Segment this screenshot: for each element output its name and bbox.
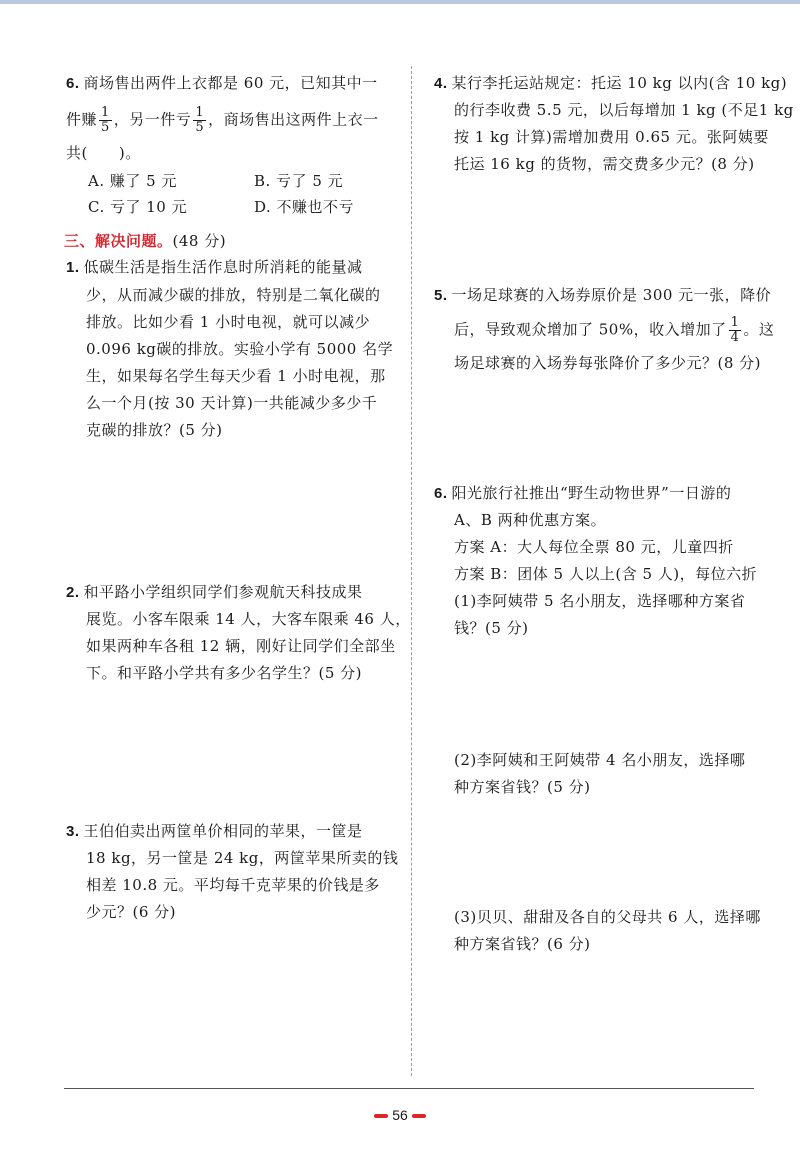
p4-text: 按 1 kg 计算)需增加费用 0.65 元。张阿姨要 bbox=[454, 128, 769, 146]
p2-text: 和平路小学组织同学们参观航天科技成果 bbox=[83, 583, 363, 601]
p5-text: 场足球赛的入场券每张降价了多少元？(8 分) bbox=[454, 354, 762, 372]
q6-line-1 bbox=[66, 72, 378, 100]
column-divider bbox=[411, 66, 412, 1076]
section-title: 三、解决问题。 bbox=[64, 232, 173, 250]
p4-text: 的行李收费 5.5 元，以后每增加 1 kg (不足1 kg bbox=[454, 101, 794, 119]
fraction-one-fifth bbox=[193, 106, 206, 135]
page-number bbox=[360, 1107, 440, 1123]
option-a: A. 赚了 5 元 bbox=[88, 172, 177, 190]
p1-text: 排放。比如少看 1 小时电视，就可以减少 bbox=[86, 313, 371, 331]
denominator: 4 bbox=[730, 330, 740, 345]
p2-line-1 bbox=[66, 581, 363, 609]
question-number: 4. bbox=[434, 75, 448, 92]
p5-line-1 bbox=[434, 284, 771, 312]
dash-decoration bbox=[412, 1114, 426, 1118]
denominator: 5 bbox=[195, 120, 205, 135]
p3-text: 相差 10.8 元。平均每千克苹果的价钱是多 bbox=[86, 876, 380, 894]
option-c: C. 亏了 10 元 bbox=[88, 198, 188, 216]
p6-line-1 bbox=[434, 482, 731, 510]
p5-text: 一场足球赛的入场券原价是 300 元一张，降价 bbox=[451, 286, 772, 304]
question-number: 2. bbox=[66, 584, 80, 601]
section-heading bbox=[64, 230, 226, 258]
p6-text: 阳光旅行社推出“野生动物世界”一日游的 bbox=[451, 484, 732, 502]
fraction-one-quarter bbox=[729, 316, 742, 345]
plan-a: 方案 A：大人每位全票 80 元，儿童四折 bbox=[454, 538, 734, 556]
p2-text: 下。和平路小学共有多少名学生？(5 分) bbox=[86, 664, 363, 682]
numerator: 1 bbox=[730, 315, 740, 330]
p1-text: 低碳生活是指生活作息时所消耗的能量减 bbox=[83, 258, 363, 276]
plan-b: 方案 B：团体 5 人以上(含 5 人)，每位六折 bbox=[454, 565, 758, 583]
question-number: 6. bbox=[434, 485, 448, 502]
option-d: D. 不赚也不亏 bbox=[254, 198, 355, 216]
p5-line-2 bbox=[454, 316, 774, 344]
p5-text: 。这 bbox=[743, 320, 775, 339]
p6-sub2-text: 种方案省钱？(5 分) bbox=[454, 778, 591, 796]
denominator: 5 bbox=[101, 120, 110, 135]
dash-decoration bbox=[374, 1114, 388, 1118]
p1-text: 少，从而减少碳的排放，特别是二氧化碳的 bbox=[86, 286, 381, 304]
p6-sub1-text: 钱？(5 分) bbox=[454, 619, 529, 637]
option-b: B. 亏了 5 元 bbox=[254, 172, 344, 190]
p3-line-1 bbox=[66, 820, 363, 848]
p1-text: 么一个月(按 30 天计算)一共能减少多少千 bbox=[86, 394, 378, 412]
p6-sub3-text: (3)贝贝、甜甜及各自的父母共 6 人，选择哪 bbox=[454, 908, 761, 926]
p1-text: 生，如果每名学生每天少看 1 小时电视，那 bbox=[86, 367, 386, 385]
p2-text: 如果两种车各租 12 辆，刚好让同学们全部坐 bbox=[86, 637, 396, 655]
p4-line-1 bbox=[434, 72, 787, 100]
p3-text: 王伯伯卖出两筐单价相同的苹果，一筐是 bbox=[83, 822, 363, 840]
p4-text: 某行李托运站规定：托运 10 kg 以内(含 10 kg) bbox=[451, 74, 788, 92]
question-number: 6. bbox=[66, 75, 80, 92]
p2-text: 展览。小客车限乘 14 人，大客车限乘 46 人， bbox=[86, 610, 411, 628]
p4-text: 托运 16 kg 的货物，需交费多少元？(8 分) bbox=[454, 155, 755, 173]
question-number: 3. bbox=[66, 823, 80, 840]
question-number: 5. bbox=[434, 287, 448, 304]
numerator: 1 bbox=[101, 105, 110, 120]
p6-sub3-text: 种方案省钱？(6 分) bbox=[454, 935, 591, 953]
p6-sub2-text: (2)李阿姨和王阿姨带 4 名小朋友，选择哪 bbox=[454, 751, 746, 769]
footer-rule bbox=[64, 1088, 754, 1089]
q6-text: ，另一件亏 bbox=[113, 110, 192, 129]
p3-text: 少元？(6 分) bbox=[86, 903, 177, 921]
q6-text: 商场售出两件上衣都是 60 元，已知其中一 bbox=[83, 74, 378, 92]
q6-answer-blank: 共( )。 bbox=[66, 144, 141, 162]
q6-line-2 bbox=[66, 106, 379, 134]
top-edge bbox=[0, 0, 800, 4]
p1-line-1 bbox=[66, 256, 363, 284]
p6-text: A、B 两种优惠方案。 bbox=[454, 511, 607, 529]
p5-text: 后，导致观众增加了 50%，收入增加了 bbox=[454, 320, 727, 339]
q6-text: 件赚 bbox=[66, 110, 98, 129]
p1-text: 克碳的排放？(5 分) bbox=[86, 421, 223, 439]
fraction-one-fifth bbox=[99, 106, 112, 135]
q6-text: ，商场售出这两件上衣一 bbox=[208, 110, 379, 129]
p1-text: 0.096 kg碳的排放。实验小学有 5000 名学 bbox=[86, 340, 394, 358]
section-score: (48 分) bbox=[172, 232, 227, 250]
p6-sub1-text: (1)李阿姨带 5 名小朋友，选择哪种方案省 bbox=[454, 592, 746, 610]
p3-text: 18 kg，另一筐是 24 kg，两筐苹果所卖的钱 bbox=[86, 849, 399, 867]
question-number: 1. bbox=[66, 259, 80, 276]
page-number-text: 56 bbox=[392, 1107, 408, 1123]
numerator: 1 bbox=[195, 105, 205, 120]
